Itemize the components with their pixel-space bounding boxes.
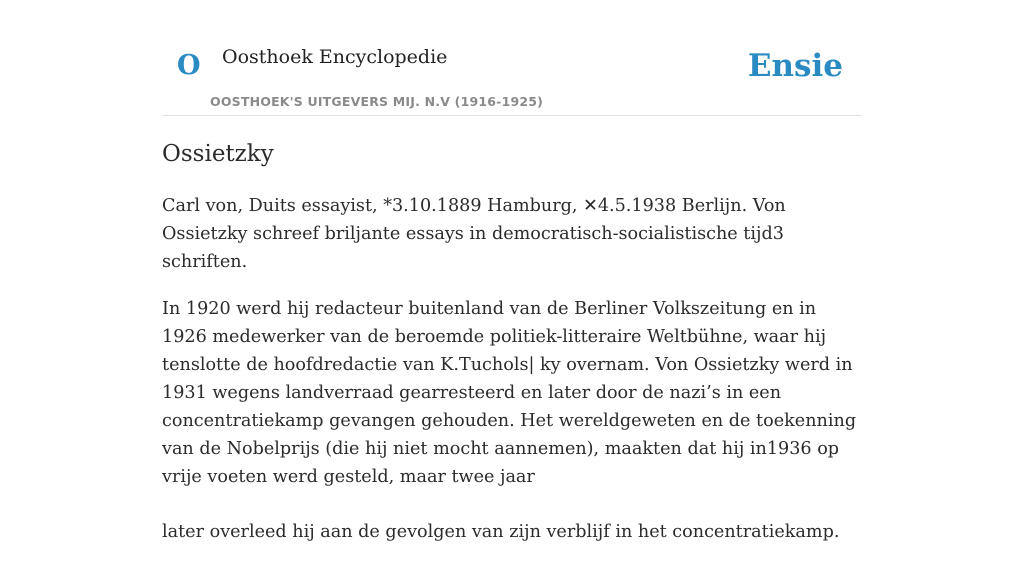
article-paragraph: later overleed hij aan de gevolgen van zijn verblijf in het concentratiekamp. (162, 522, 840, 542)
article-paragraph: In 1920 werd hij redacteur buitenland van de Berliner Volkszeitung en in 1926 medewerker van de beroemde politiek-litteraire Weltbühne, waar hij tenslotte de hoofdredactie van K.Tuchols| ky overnam. Von Ossietzky werd in 1931 wegens landverraad gearresteerd en later door de nazi’s in een concentratiekamp gevangen gehouden. Het wereldgeweten en de toekenning van de Nobelprijs (die hij niet mocht aannemen), maakten dat hij in1936 op vrije voeten werd gesteld, maar twee jaar (162, 299, 857, 487)
publisher-subtitle: OOSTHOEK'S UITGEVERS MIJ. N.V (1916-1925) (210, 94, 544, 109)
logo-mark[interactable]: O (177, 50, 201, 81)
article-paragraph: Carl von, Duits essayist, *3.10.1889 Hamburg, ✕4.5.1938 Berlijn. Von Ossietzky schreef briljante essays in democratisch-socialistische tijd3 schriften. (162, 196, 786, 272)
site-header (162, 0, 862, 116)
site-title-link[interactable]: Oosthoek Encyclopedie (222, 46, 448, 68)
article-body (162, 192, 862, 565)
ensie-brand-link[interactable]: Ensie (747, 48, 843, 84)
article-title: Ossietzky (162, 141, 274, 167)
page-container (162, 0, 862, 542)
